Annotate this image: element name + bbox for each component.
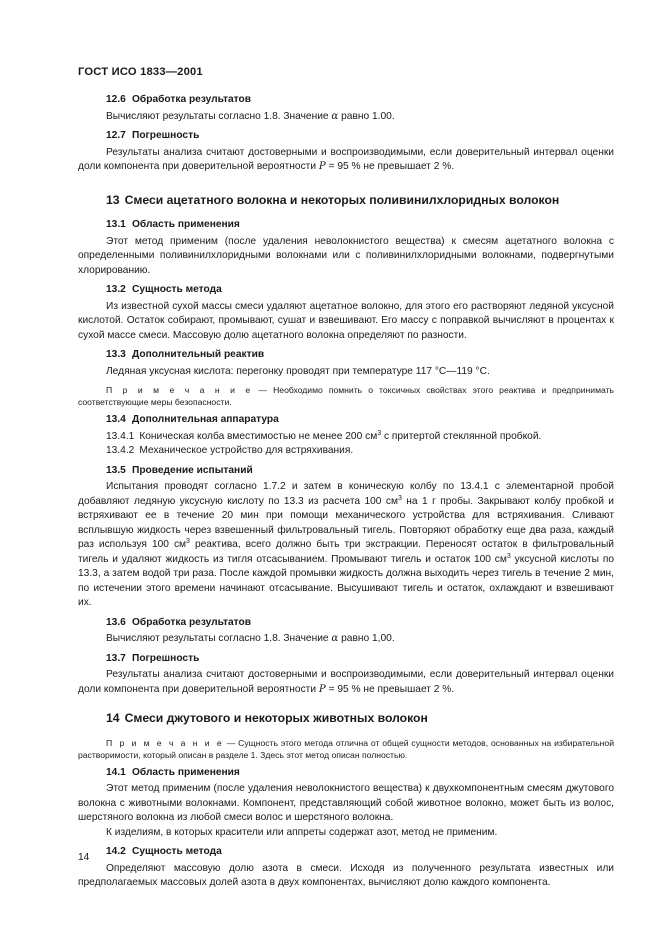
subsection-number: 13.7 <box>106 652 126 664</box>
item-number: 13.4.1 <box>106 430 135 442</box>
item-number: 13.4.2 <box>106 445 135 456</box>
probability-symbol: P <box>318 161 326 172</box>
section-heading-14 <box>78 711 614 726</box>
text: Механическое устройство для встряхивания. <box>139 445 354 456</box>
text: = 95 % не превышает 2 %. <box>325 161 455 172</box>
section-number: 14 <box>106 711 120 725</box>
superscript: 3 <box>186 538 190 545</box>
note <box>78 737 614 761</box>
text: равно 1,00. <box>338 633 395 644</box>
subsection-heading-14-2 <box>78 845 614 860</box>
subsection-title: Обработка результатов <box>132 616 252 628</box>
note-text: — Необходимо помнить о токсичных свойствах этого реактива и предпринимать соответствующие меры безопасности. <box>78 385 614 407</box>
subsection-heading-13-5 <box>78 464 614 479</box>
section-title: Смеси ацетатного волокна и некоторых поливинилхлоридных волокон <box>124 192 560 207</box>
standard-header: ГОСТ ИСО 1833—2001 <box>78 66 203 78</box>
subsection-number: 13.3 <box>106 349 126 360</box>
text: на 1 г пробы. Закрывают колбу пробкой и встряхивают ее в течение 20 мин при помощи механического устройства для встряхивания. Сливают всплывшую жидкость через взвешенный фильтровальный тигель. Повторяют обработку еще два раза, каждый раз используя 100 см <box>78 495 614 550</box>
probability-symbol: P <box>318 683 326 695</box>
text: Испытания проводят согласно 1.7.2 и затем в коническую колбу по 13.4.1 с элементарной пробой добавляют ледяную уксусную кислоту по 13.3 из расчета 100 см <box>78 481 614 507</box>
subsection-heading-13-2 <box>78 283 614 298</box>
superscript: 3 <box>506 552 511 560</box>
note-label: П р и м е ч а н и е <box>106 737 224 748</box>
subsection-title: Дополнительная аппаратура <box>132 414 279 425</box>
text: Коническая колба вместимостью не менее 200 см <box>139 430 378 442</box>
subsection-heading-13-3 <box>78 348 614 363</box>
subsection-number: 12.7 <box>106 130 126 141</box>
text: Вычисляют результаты согласно 1.8. Значение <box>106 110 332 122</box>
subsection-heading-13-6 <box>78 616 614 631</box>
superscript: 3 <box>377 429 382 437</box>
section-heading-13 <box>78 193 614 208</box>
paragraph: Этот метод применим (после удаления неволокнистого вещества) к смесям ацетатного волокна с определенными поливинилхлоридными волокнами или с поливинилхлоридными волокнами, подвергнутыми хлорированию. <box>78 235 614 276</box>
subsection-heading-13-4 <box>78 413 614 428</box>
subsection-title: Сущность метода <box>132 846 222 857</box>
note-text: — Сущность этого метода отлична от общей сущности методов, основанных на избирательной растворимости, который описан в разделе 1. Здесь этот метод описан полностью. <box>78 737 614 760</box>
paragraph <box>78 668 614 697</box>
subsection-number: 14.2 <box>106 846 126 857</box>
alpha-symbol: α <box>331 110 339 122</box>
subsection-heading-13-7 <box>78 652 614 667</box>
paragraph <box>78 110 614 125</box>
section-title: Смеси джутового и некоторых животных волокон <box>124 711 428 725</box>
list-item <box>78 430 614 445</box>
subsection-title: Погрешность <box>132 130 200 141</box>
subsection-title: Область применения <box>132 766 240 778</box>
subsection-heading-12-7 <box>78 129 614 144</box>
text: = 95 % не превышает 2 %. <box>325 683 455 695</box>
note <box>78 384 614 408</box>
superscript: 3 <box>397 494 402 502</box>
text: равно 1.00. <box>338 110 395 122</box>
subsection-heading-14-1 <box>78 766 614 781</box>
note-label: П р и м е ч а н и е <box>106 385 253 395</box>
text: реактива, всего должно быть три экстракции. Переносят остаток в фильтровальный тигель и удаляют жидкость из тигля отсасыванием. Промывают тигель и остаток 100 см <box>78 539 614 565</box>
subsection-heading-13-1 <box>78 218 614 233</box>
section-number: 13 <box>106 192 120 207</box>
paragraph <box>78 146 614 175</box>
list-item <box>78 444 614 459</box>
text: уксусной кислоты по 13.3, а затем водой три раза. После каждой промывки жидкость должна выходить через тигель в течение 2 мин, по истечении этого времени начинают отсасывание. Высушивают тигель и остаток, охлаждают и взвешивают их. <box>78 553 614 608</box>
subsection-title: Проведение испытаний <box>132 464 253 476</box>
subsection-title: Обработка результатов <box>132 94 252 105</box>
subsection-title: Сущность метода <box>132 284 222 295</box>
subsection-number: 13.5 <box>106 464 126 476</box>
paragraph: К изделиям, в которых красители или аппреты содержат азот, метод не применим. <box>106 826 498 838</box>
subsection-title: Дополнительный реактив <box>132 349 265 360</box>
paragraph: Из известной сухой массы смеси удаляют ацетатное волокно, для этого его растворяют ледяной уксусной кислотой. Остаток собирают, промывают, сушат и взвешивают. Его массу с поправкой вычисляют в процентах к сухой массе смеси. Массовую долю ацетатного волокна определяют по разности. <box>78 300 614 341</box>
text: с притертой стеклянной пробкой. <box>381 430 542 442</box>
subsection-number: 12.6 <box>106 94 126 105</box>
paragraph: Ледяная уксусная кислота: перегонку проводят при температуре 117 °С—119 °С. <box>106 365 490 377</box>
page-number: 14 <box>78 852 90 863</box>
paragraph: Определяют массовую долю азота в смеси. Исходя из полученного результата известных или предполагаемых массовых долей азота в двух компонентах, вычисляют долю каждого компонента. <box>78 862 614 888</box>
subsection-number: 13.6 <box>106 616 126 628</box>
subsection-title: Область применения <box>132 219 240 230</box>
subsection-heading-12-6 <box>78 93 614 108</box>
text: Результаты анализа считают достоверными и воспроизводимыми, если доверительный интервал оценки доли компонента при доверительной вероятности <box>78 669 614 695</box>
text: Результаты анализа считают достоверными и воспроизводимыми, если доверительный интервал оценки доли компонента при доверительной вероятности <box>78 146 614 172</box>
subsection-number: 13.2 <box>106 284 126 295</box>
subsection-title: Погрешность <box>132 652 200 664</box>
subsection-number: 14.1 <box>106 766 126 778</box>
alpha-symbol: α <box>331 633 339 644</box>
paragraph: Этот метод применим (после удаления неволокнистого вещества) к двухкомпонентным смесям джутового волокна с животными волокнами. Компонент, представляющий собой животное волокно, может быть из волос, шерстяного волокна из любой смеси волос и шерстяного волокна. <box>78 783 614 823</box>
paragraph <box>78 632 614 647</box>
subsection-number: 13.1 <box>106 219 126 230</box>
text: Вычисляют результаты согласно 1.8. Значение <box>106 633 332 644</box>
page-content <box>78 93 614 891</box>
paragraph <box>78 480 614 611</box>
subsection-number: 13.4 <box>106 414 126 425</box>
